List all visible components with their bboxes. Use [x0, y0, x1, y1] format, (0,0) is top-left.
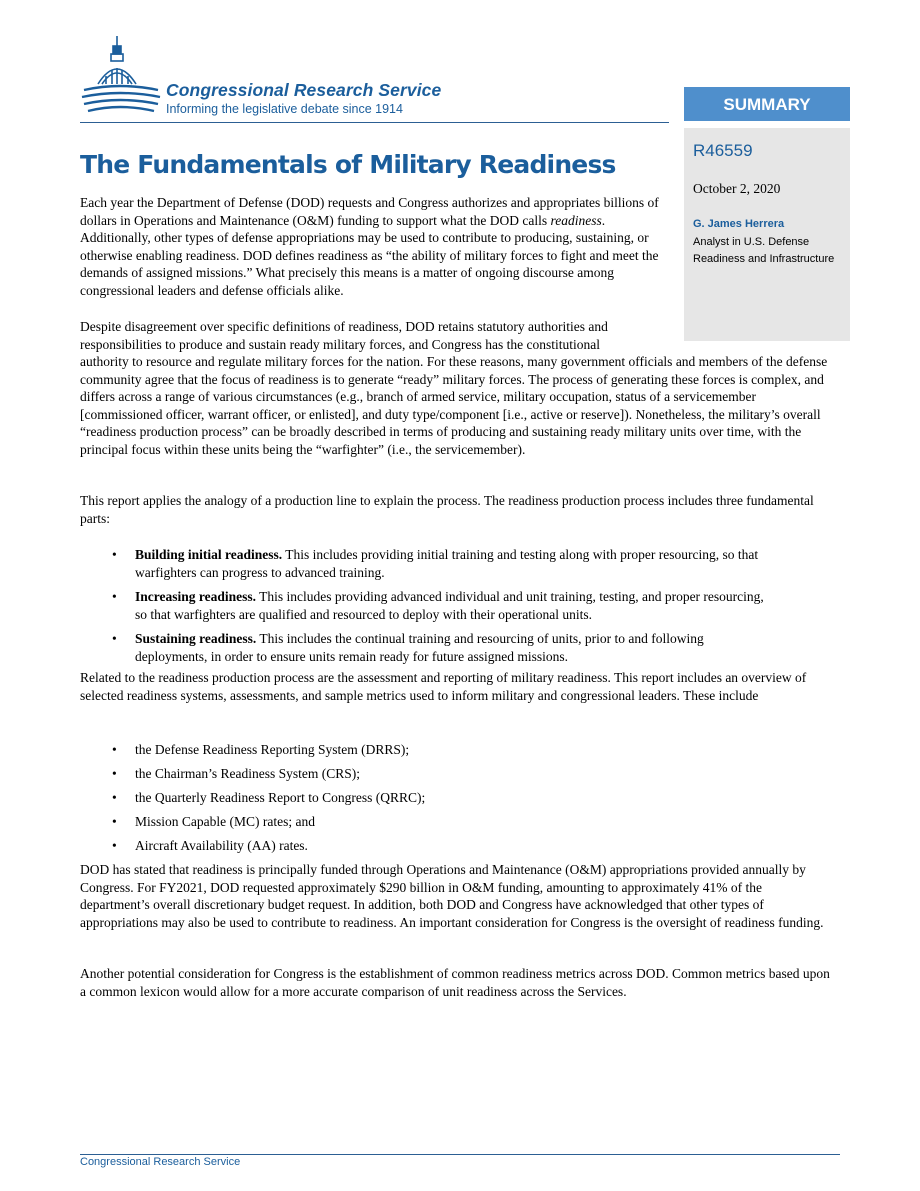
list-item: • the Defense Readiness Reporting System (DRRS); — [112, 742, 410, 757]
org-name: Congressional Research Service — [166, 80, 442, 100]
page-title: The Fundamentals of Military Readiness — [80, 150, 616, 179]
readiness-systems-list — [80, 741, 832, 861]
footer-divider — [80, 1154, 840, 1155]
list-item: • Building initial readiness. This includes providing initial training and testing along with proper resourcing, so that warfighters can progress to advanced training. — [112, 547, 759, 580]
org-tagline: Informing the legislative debate since 1914 — [166, 102, 403, 116]
paragraph-4: Related to the readiness production process are the assessment and reporting of military readiness. This report includes an overview of selected readiness systems, assessments, and sample metrics used to inform military and congressional leaders. These include — [80, 670, 807, 703]
paragraph-2-narrow: Despite disagreement over specific definitions of readiness, DOD retains statutory authorities and responsibilities to produce and sustain ready military forces, and Congress has the constitutional — [80, 319, 608, 352]
paragraph-2-wide: authority to resource and regulate military forces for the nation. For these reasons, many government officials and members of the defense community agree that the focus of readiness is to generate “ready” military forces. The process of generating these forces is complex, and differs across a range of various circumstances (e.g., branch of armed service, military occupation, status of a servicemember [commissioned officer, warrant officer, or enlisted], and duty type/component [i.e., active or reserve]). Nonetheless, the military’s overall “readiness production process” can be broadly described in terms of producing and sustaining ready military units over time, with the principal focus within these units being the “warfighter” (i.e., the servicemember). — [80, 354, 828, 457]
paragraph-5: DOD has stated that readiness is principally funded through Operations and Maintenance (O&M) appropriations provided annually by Congress. For FY2021, DOD requested approximately $290 billion in O&M funding, amounting to approximately 41% of the department’s overall discretionary budget request. In addition, both DOD and Congress have acknowledged that other types of appropriations may also be used to contribute to readiness. An important consideration for Congress is the oversight of readiness funding. — [80, 862, 824, 930]
readiness-term: readiness — [550, 212, 602, 228]
list-item: • the Quarterly Readiness Report to Congress (QRRC); — [112, 790, 426, 805]
summary-heading: SUMMARY — [684, 87, 850, 121]
footer-org-name: Congressional Research Service — [80, 1156, 241, 1168]
list-item: • Mission Capable (MC) rates; and — [112, 814, 315, 829]
author-name: G. James Herrera — [693, 218, 785, 230]
report-date: October 2, 2020 — [693, 181, 781, 196]
readiness-parts-list — [80, 546, 832, 672]
crs-logo — [80, 34, 480, 124]
paragraph-6: Another potential consideration for Congress is the establishment of common readiness metrics across DOD. Common metrics based upon a common lexicon would allow for a more accurate comparison of unit readiness across the Services. — [80, 966, 830, 999]
header-divider — [80, 122, 669, 123]
summary-sidebar — [684, 128, 850, 341]
list-item: • Sustaining readiness. This includes the continual training and resourcing of units, prior to and following deployments, in order to ensure units remain ready for future assigned missions. — [112, 631, 704, 664]
report-number: R46559 — [693, 141, 753, 160]
list-item: • Increasing readiness. This includes providing advanced individual and unit training, testing, and proper resourcing, so that warfighters are qualified and resourced to deploy with their operational units. — [112, 589, 764, 622]
list-item: • Aircraft Availability (AA) rates. — [112, 838, 308, 853]
author-title: Analyst in U.S. Defense Readiness and Infrastructure — [693, 236, 835, 265]
paragraph-3: This report applies the analogy of a production line to explain the process. The readiness production process includes three fundamental parts: — [80, 493, 814, 526]
capitol-dome-icon — [80, 34, 162, 124]
list-item: • the Chairman’s Readiness System (CRS); — [112, 766, 360, 781]
intro-paragraph: Each year the Department of Defense (DOD) requests and Congress authorizes and appropriates billions of dollars in Operations and Maintenance (O&M) funding to support what the DOD calls readiness. Additionally, other types of defense appropriations may be used to contribute to producing, sustaining, or otherwise enabling readiness. DOD defines readiness as “the ability of military forces to fight and meet the demands of assigned missions.” What precisely this means is a matter of ongoing discourse among congressional leaders and defense officials alike. — [80, 195, 659, 298]
